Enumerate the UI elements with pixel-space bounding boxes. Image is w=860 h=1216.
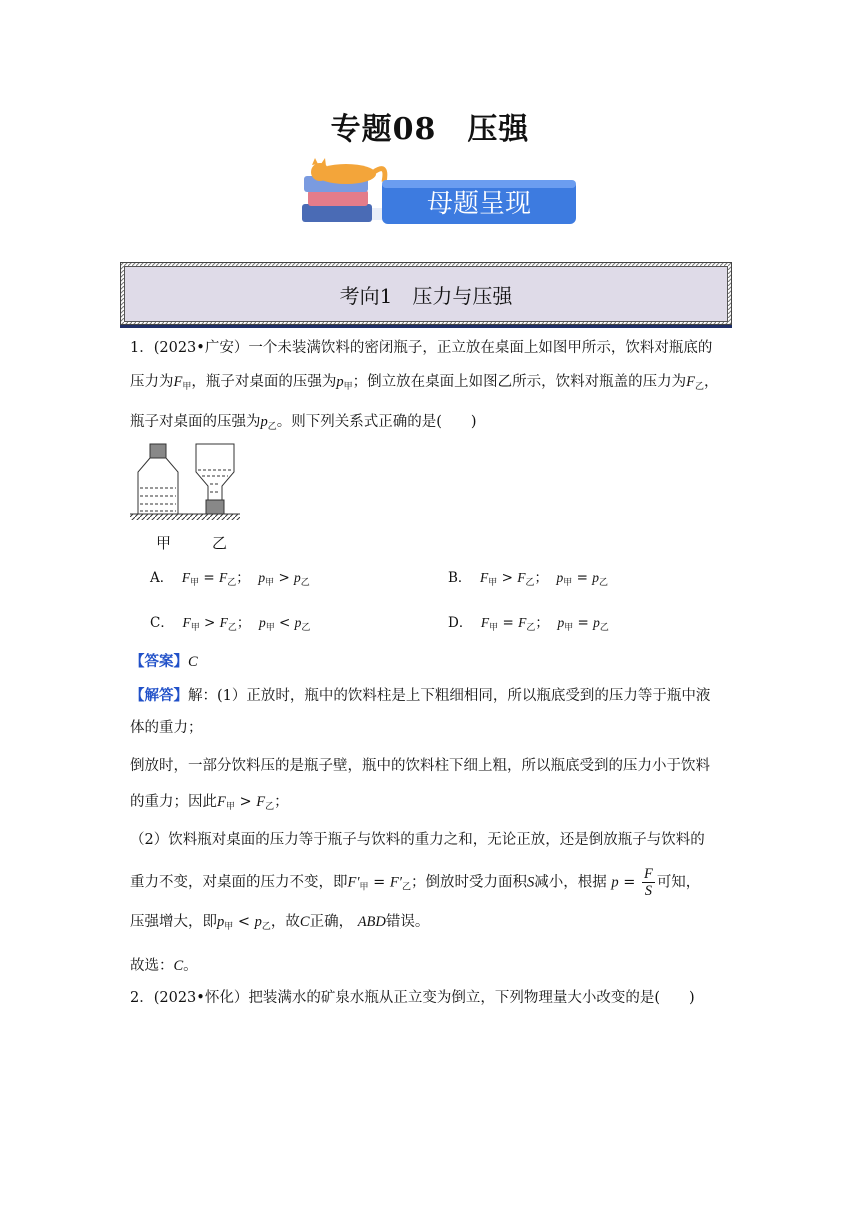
option-d[interactable]: D． $F_甲 = F_乙$； $p_甲 = p_乙$ xyxy=(448,615,609,633)
fig-label-jia: 甲 xyxy=(156,534,172,552)
fig-label-yi: 乙 xyxy=(212,534,228,552)
solution-line2: 体的重力； xyxy=(130,720,203,736)
q1-line3: 瓶子对桌面的压强为$p_乙$。则下列关系式正确的是( ) xyxy=(130,414,477,432)
solution-line3: 倒放时，一部分饮料压的是瓶子壁，瓶中的饮料柱下细上粗，所以瓶底受到的压力小于饮料 xyxy=(130,758,710,774)
option-c[interactable]: C． $F_甲 > F_乙$； $p_甲 < p_乙$ xyxy=(150,615,311,633)
solution-line5: （2）饮料瓶对桌面的压力等于瓶子与饮料的重力之和，无论正放，还是倒放瓶子与饮料的 xyxy=(130,832,705,848)
answer-line: 【答案】C xyxy=(130,653,198,670)
option-a[interactable]: A． $F_甲 = F_乙$； $p_甲 > p_乙$ xyxy=(150,570,310,588)
solution-line1: 【解答】解：(1）正放时，瓶中的饮料柱是上下粗细相同，所以瓶底受到的压力等于瓶中液 xyxy=(130,687,711,704)
section-header xyxy=(120,262,732,326)
solution-line8: 故选：C。 xyxy=(130,958,198,974)
books-cat-icon xyxy=(302,158,396,222)
q1-line1: 1．(2023•广安）一个未装满饮料的密闭瓶子，正立放在桌面上如图甲所示，饮料对瓶底的 xyxy=(130,340,713,356)
section-title: 考向1 压力与压强 xyxy=(124,266,728,322)
bottles-figure xyxy=(130,442,240,526)
option-b[interactable]: B． $F_甲 > F_乙$； $p_甲 = p_乙$ xyxy=(448,570,608,588)
bottle-upright xyxy=(138,444,178,514)
solution-line6: 重力不变，对桌面的压力不变，即$F'_甲 = F'_乙$；倒放时受力面积S减小，根据 p = $\frac{F}{S}$ 可知， xyxy=(130,866,701,899)
solution-line7: 压强增大，即$p_甲 < p_乙$，故C正确， ABD错误。 xyxy=(130,914,430,932)
q2-line1: 2．(2023•怀化）把装满水的矿泉水瓶从正立变为倒立，下列物理量大小改变的是( ) xyxy=(130,990,695,1006)
topic-banner xyxy=(298,158,578,232)
bottle-inverted xyxy=(196,444,234,514)
banner-text: 母题呈现 xyxy=(426,189,532,219)
pressure-formula: $\frac{F}{S}$ xyxy=(643,866,653,899)
page-title: 专题08 压强 xyxy=(330,112,530,147)
q1-line2: 压力为$F_甲$，瓶子对桌面的压强为$p_甲$；倒立放在桌面上如图乙所示，饮料对瓶盖的压力为$F_乙$， xyxy=(130,374,719,392)
solution-line4: 的重力；因此$F_甲 > F_乙$； xyxy=(130,794,289,812)
